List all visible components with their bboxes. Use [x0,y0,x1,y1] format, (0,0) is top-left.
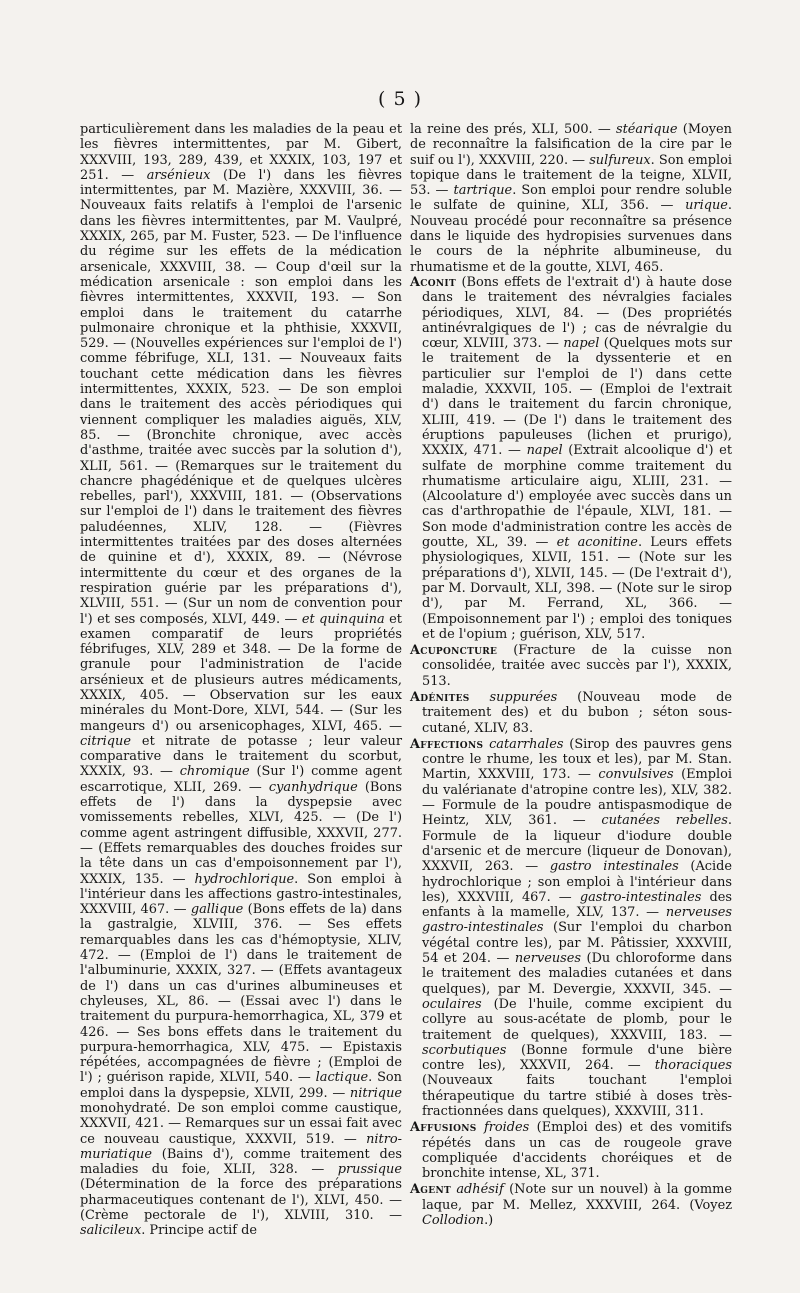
entry-headword: Affections [410,736,484,752]
entry-headword: Aconit [410,274,456,290]
index-entry [410,1120,732,1181]
entry-text: (De l') dans les fièvres intermittentes, par M. Mazière, XXXVIII, 36. — Nouveaux faits relatifs à l'emploi de l'arsenic dans les fièvres intermittentes, par M. Vaulpré, XXXIX, 265, par M. Fuster, 523. — De l'influence du régime sur les effets de la médication arsenicale, XXXVIII, 38. — Coup d'œil sur la médication arsenicale : son emploi dans les fièvres intermittentes, XXXVII, 193. — Son emploi dans le traitement du catarrhe pulmonaire chronique et la phthisie, XXXVII, 529. — (Nouvelles expériences sur l'emploi de l') comme fébrifuge, XLI, 131. — Nouveaux faits touchant cette médication dans les fièvres intermittentes, XXXIX, 523. — De son emploi dans le traitement des accès périodiques qui viennent compliquer les maladies aiguës, XLV, 85. — (Bronchite chronique, avec accès d'asthme, traitée avec succès par la solution d'), XLII, 561. — (Remarques sur le traitement du chancre phagédénique et de quelques ulcères rebelles, parl'), XXXVIII, 181. — (Observations sur l'emploi de l') dans le traitement des fièvres paludéennes, XLIV, 128. — (Fièvres intermittentes traitées par des doses alternées de quinine et d'), XXXIX, 89. — (Névrose intermittente du cœur et des organes de la respiration guérie par les préparations d'), XLVIII, 551. — (Sur un nom de convention pour l') et ses composés, XLVI, 449. — [80,167,402,627]
entry-text: (Bons effets de l'extrait d') à haute dose dans le traitement des névralgies faciales périodiques, XLVI, 84. — (Des propriétés antinévralgiques de l') ; cas de névralgie du cœur, XLVIII, 373. — [422,274,732,352]
entry-text: . Son emploi topique dans le traitement de la teigne, XLVII, 53. — [410,152,733,199]
entry-text: des enfants à la mamelle, XLV, 137. — [422,889,732,921]
continued-entry-text [80,122,402,1239]
entry-headword: Agent [410,1182,451,1198]
entry-text: (Moyen de reconnaître la falsification de la cire par le suif ou l'), XXXVIII, 220. — [410,122,732,168]
entry-text: . Son emploi pour rendre soluble le sulfate de quinine, XLI, 356. — [410,183,732,214]
entry-text: (Sur l') comme agent escarrotique, XLII, 269. — [80,764,402,795]
italic-term: suppurées [489,689,558,705]
entry-text [470,690,490,705]
entry-text: (Détermination de la force des préparations pharmaceutiques contenant de l'), XLVI, 450. — (Crème pectorale de l'), XLVIII, 310. — [80,1177,402,1224]
italic-term: cyanhydrique [268,779,358,795]
entry-text [477,1120,484,1135]
italic-term: Collodion [422,1213,485,1229]
entry-text: (Bons effets de la) dans la gastralgie, XLVIII, 376. — Ses effets remarquables dans les cas d'hémoptysie, XLIV, 472. — (Emploi de l') dans le traitement de l'albuminurie, XXXIX, 327. — (Effets avantageux de l') dans un cas d'urines albumineuses et chyleuses, XL, 86. — (Essai avec l') dans le traitement du purpura-hemorrhagica, XL, 379 et 426. — Ses bons effets dans le traitement du purpura-hemorrhagica, XLV, 475. — Epistaxis répétées, accompagnées de fièvre ; (Emploi de l') ; guérison rapide, XLVII, 540. — [80,902,402,1086]
entry-text: (Bons effets de l') dans la dyspepsie avec vomissements rebelles, XLVI, 425. — (De l') comme agent astringent diffusible, XXXVII, 277. — (Effets remarquables des douches froides sur la tête dans un cas d'empoisonnement par l'), XXXIX, 135. — [80,779,402,887]
italic-term: et quinquina [301,611,385,627]
entry-headword: Affusions [410,1120,477,1136]
italic-term: nerveuses gastro-intestinales [422,905,732,936]
italic-term: stéarique [615,122,678,137]
entry-text: (Sur l'emploi du charbon végétal contre les), par M. Pâtissier, XXXVIII, 54 et 204. — [422,920,732,967]
entry-headword: Acuponcture [410,643,498,659]
entry-text: monohydraté. De son emploi comme caustique, XXXVII, 421. — Remarques sur un essai fait avec ce nouveau caustique, XXXVII, 519. — [80,1101,402,1147]
italic-term: nitro-muriatique [80,1131,402,1162]
italic-term: catarrhales [489,736,564,752]
entry-text: . Formule de la liqueur d'iodure double d'arsenic et de mercure (liqueur de Donovan), XXXVII, 263. — [422,813,732,875]
italic-term: arsénieux [146,167,211,183]
index-entry [410,275,732,642]
entry-text: (Nouveau mode de traitement des) et du bubon ; séton sous-cutané, XLIV, 83. [422,689,732,736]
italic-term: adhésif [456,1182,504,1198]
entry-text: (Bains d'), comme traitement des maladies du foie, XLII, 328. — [80,1146,402,1178]
italic-term: froides [483,1120,530,1136]
italic-term: urique [685,198,728,214]
italic-term: tartrique [453,183,513,199]
entry-text: et nitrate de potasse ; leur valeur comparative dans le traitement du scorbut, XXXIX, 93. — [80,733,402,780]
italic-term: et aconitine [556,535,638,551]
italic-term: oculaires [422,996,482,1012]
entry-text: (Fracture de la cuisse non consolidée, traitée avec succès par l'), XXXIX, 513. [422,643,732,689]
index-entry [410,690,732,736]
entry-text: (Extrait alcoolique d') et sulfate de morphine comme traitement du rhumatisme articulaire aigu, XLIII, 231. — (Alcoolature d') employée avec succès dans un cas d'arthropathie de l'épaule, XLVI, 181. — Son mode d'administration contre les accès de goutte, XL, 39. — [422,443,732,551]
italic-term: convulsives [598,767,674,783]
italic-term: citrique [80,733,131,749]
entry-text: (Nouveaux faits touchant l'emploi thérapeutique du tartre stibié à doses très-fractionnées dans quelques), XXXVIII, 311. [422,1073,732,1119]
italic-term: thoraciques [654,1058,732,1074]
entry-text: (Acide hydrochlorique ; son emploi à l'intérieur dans les), XXXVIII, 467. — [422,859,732,905]
entry-text: particulièrement dans les maladies de la peau et les fièvres intermittentes, par M. Gibert, XXXVIII, 193, 289, 439, et XXXIX, 103, 197 et 251. — [80,122,402,183]
index-entry [410,1182,732,1228]
entry-text: (Quelques mots sur le traitement de la dyssenterie et en particulier sur l'emploi de l') dans cette maladie, XXXVII, 105. — (Emploi de l'extrait d') dans le traitement du farcin chronique, XLIII, 419. — (De l') dans le traitement des éruptions papuleuses (lichen et prurigo), XXXIX, 471. — [422,336,732,459]
entry-text: . Leurs effets physiologiques, XLVII, 151. — (Note sur les préparations d'), XLVII, 145. — (De l'extrait d'), par M. Dorvault, XLI, 398. — (Note sur le sirop d'), par M. Ferrand, XL, 366. — (Empoisonnement par l') ; emploi des toniques et de l'opium ; guérison, XLV, 517. [422,535,732,642]
entry-text: . Principe actif de [141,1223,257,1239]
entry-text: (Bonne formule d'une bière contre les), XXXVII, 264. — [422,1042,732,1074]
entry-text: .) [484,1213,494,1229]
index-entry [410,643,732,689]
italic-term: nerveuses [514,951,582,967]
entry-text: (Emploi des) et des vomitifs répétés dans un cas de rougeole grave compliquée d'accidents choréiques et de bronchite intense, XL, 371. [422,1120,732,1182]
italic-term: chromique [179,764,250,780]
italic-term: napel [526,443,563,459]
italic-term: lactique [315,1070,369,1086]
italic-term: gastro intestinales [549,859,679,875]
entry-text: . Son emploi dans la dyspepsie, XLVII, 299. — [80,1070,402,1101]
entry-text: la reine des prés, XLI, 500. — [410,122,616,137]
entry-text: . Nouveau procédé pour reconnaître sa présence dans le liquide des hydropisies survenues dans le cours de la néphrite albumineuse, du rhumatisme et de la goutte, XLVI, 465. [410,198,732,275]
entry-text: et examen comparatif de leurs propriétés fébrifuges, XLV, 289 et 348. — De la forme de granule pour l'administration de l'acide arsénieux et de plusieurs autres médicaments, XXXIX, 405. — Observation sur les eaux minérales du Mont-Dore, XLVI, 544. — (Sur les mangeurs d') ou arsenicophages, XLVI, 465. — [80,611,402,734]
left-column [80,122,402,1239]
italic-term: nitrique [349,1085,402,1101]
continued-entry-text [410,122,732,275]
right-column [410,122,732,1229]
entry-headword: Adénites [410,689,470,705]
entry-text: . Son emploi à l'intérieur dans les affections gastro-intestinales, XXXVIII, 467. — [80,871,402,918]
entry-text: (Sirop des pauvres gens contre le rhume, les toux et les), par M. Stan. Martin, XXXVIII, 173. — [422,736,732,783]
italic-term: sulfureux [589,152,651,168]
italic-term: salicileux [80,1223,142,1239]
entry-text: (Emploi du valérianate d'atropine contre les), XLV, 382. — Formule de la poudre antispasmodique de Heintz, XLV, 361. — [422,767,732,829]
italic-term: gastro-intestinales [579,889,702,905]
italic-term: prussique [337,1162,402,1178]
italic-term: cutanées rebelles [601,813,728,829]
entry-text: (De l'huile, comme excipient du collyre au sous-acétate de plomb, pour le traitement de quelques), XXXVIII, 183. — [422,996,732,1043]
italic-term: hydrochlorique [194,871,295,887]
italic-term: scorbutiques [422,1042,507,1058]
index-entry [410,737,732,1119]
italic-term: napel [563,336,600,352]
entry-text: (Du chloroforme dans le traitement des maladies cutanées et dans quelques), par M. Devergie, XXXVII, 345. — [422,951,732,997]
italic-term: gallique [190,902,244,918]
entry-text: (Note sur un nouvel) à la gomme laque, par M. Mellez, XXXVIII, 264. (Voyez [422,1182,732,1213]
page-number: ( 5 ) [378,88,422,110]
